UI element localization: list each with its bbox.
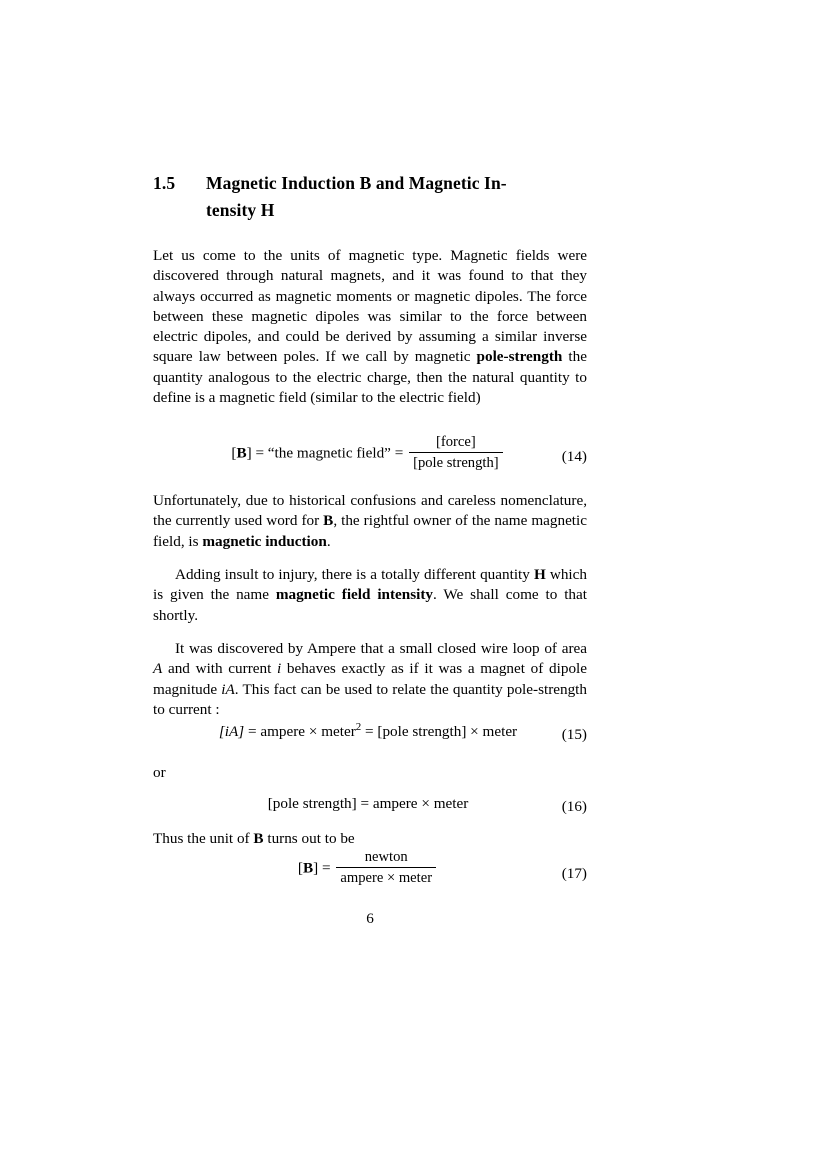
area-symbol: A [153, 660, 163, 678]
b-symbol-inline-2: B [253, 830, 264, 847]
paragraph-4-part-c: behaves exactly as if it was a magnet of dipole magnitude [153, 660, 587, 698]
equation-17-number: (17) [561, 865, 587, 882]
paragraph-2-part-c: . [326, 532, 331, 550]
eq14-lhs-symbol: B [236, 444, 247, 462]
equation-15-number: (15) [561, 726, 587, 743]
eq17-denominator: ampere × meter [340, 870, 433, 886]
eq14-equals: = “the magnetic field” = [255, 444, 404, 462]
section-number: 1.5 [153, 173, 176, 193]
equation-14-number: (14) [561, 448, 587, 465]
section-title [206, 170, 586, 223]
magnetic-induction-term: magnetic induction [202, 532, 327, 550]
eq14-denominator: [pole strength] [413, 455, 499, 471]
pole-strength-term: pole-strength [476, 348, 563, 366]
paragraph-3 [153, 565, 587, 626]
eq14-fraction [409, 434, 503, 472]
paragraph-1-part-b: the quantity analogous to the electric charge, then the natural quantity to define is a magnetic field (similar to the electric field) [153, 348, 587, 406]
eq17-numerator: newton [336, 849, 436, 868]
eq17-equals: = [321, 859, 331, 877]
page-number: 6 [366, 910, 374, 927]
paragraph-4 [153, 639, 587, 720]
paragraph-1 [153, 246, 587, 408]
section-title-line2: tensity H [206, 199, 275, 220]
eq17-lhs-open: [ [297, 859, 303, 877]
paragraph-4-part-a: It was discovered by Ampere that a small closed wire loop of area [175, 640, 587, 657]
paragraph-3-part-c: . We shall come to that shortly. [153, 586, 587, 624]
paragraph-1-part-a: Let us come to the units of magnetic type. Magnetic fields were discovered through natural magnets, and it was found to that they always occurred as magnetic moments or magnetic dipoles. The force between these magnetic dipoles was similar to the force between electric dipoles, and could be derived by assuming a similar inverse square law between poles. If we call by magnetic [153, 247, 587, 366]
paragraph-3-part-a: Adding insult to injury, there is a totally different quantity [175, 566, 534, 583]
eq15-exponent: 2 [355, 720, 362, 733]
section-heading [153, 170, 593, 223]
eq15-right: = [pole strength] × meter [365, 723, 518, 740]
section-title-line1: Magnetic Induction B and Magnetic In- [206, 173, 507, 193]
b-symbol-inline-1: B [323, 512, 334, 530]
h-symbol-inline: H [533, 566, 546, 583]
equation-16-body: [pole strength] = ampere × meter [267, 795, 469, 812]
eq14-numerator: [force] [409, 434, 503, 453]
equation-16-number: (16) [561, 798, 587, 815]
or-connector: or [153, 764, 166, 781]
paragraph-5-part-a: Thus the unit of [153, 830, 254, 847]
equation-16 [153, 795, 587, 819]
magnetic-field-intensity-term: magnetic field intensity [275, 586, 434, 604]
equation-14 [153, 435, 587, 479]
paragraph-3-part-b: which is given the name [153, 566, 587, 604]
dipole-magnitude-symbol: iA [221, 680, 235, 698]
paragraph-2-part-a: Unfortunately, due to historical confusions and careless nomenclature, the currently used word for [153, 492, 587, 530]
paragraph-5 [153, 829, 587, 849]
eq15-left: [iA] [218, 723, 245, 740]
paragraph-4-part-d: . This fact can be used to relate the quantity pole-strength to current : [153, 680, 587, 718]
equation-17-body [153, 850, 587, 888]
eq17-lhs-close: ] [313, 859, 319, 877]
paragraph-2 [153, 491, 587, 552]
equation-14-body [153, 435, 587, 473]
current-symbol: i [277, 660, 282, 678]
eq15-mid: = ampere × meter [247, 723, 356, 740]
eq17-fraction [336, 849, 436, 887]
eq14-lhs-close: ] [246, 444, 252, 462]
paragraph-2-part-b: , the rightful owner of the name magnetic field, is [153, 512, 587, 550]
paragraph-4-part-b: and with current [162, 660, 277, 678]
equation-15-body [153, 720, 587, 741]
page-content [153, 0, 587, 1169]
equation-17 [153, 850, 587, 898]
equation-15 [153, 720, 587, 747]
eq14-lhs-open: [ [231, 444, 237, 462]
eq17-lhs-symbol: B [302, 859, 314, 877]
paragraph-5-part-b: turns out to be [263, 830, 355, 847]
